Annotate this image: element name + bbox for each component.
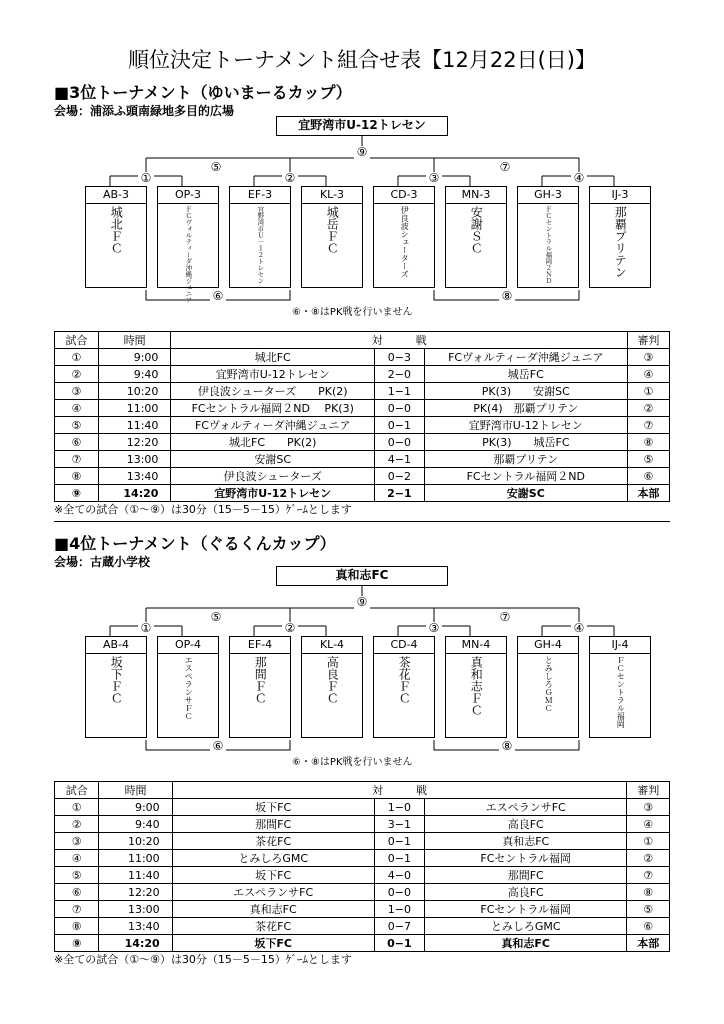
away-team: 那間FC bbox=[425, 867, 627, 884]
referee: ② bbox=[627, 850, 670, 867]
match-label-7: ⑦ bbox=[497, 611, 513, 624]
referee: ② bbox=[627, 400, 669, 417]
referee: ① bbox=[627, 833, 670, 850]
table-row bbox=[55, 833, 670, 850]
section-heading: ■3位トーナメント（ゆいまーるカップ） bbox=[54, 83, 352, 102]
section-heading: ■4位トーナメント（ぐるくんカップ） bbox=[54, 534, 336, 553]
match-label-1: ① bbox=[138, 172, 154, 185]
match-no: ⑦ bbox=[55, 901, 99, 918]
away-team: 宜野湾市U-12トレセン bbox=[424, 417, 627, 434]
schedule-table bbox=[54, 781, 670, 952]
match-time: 11:00 bbox=[99, 850, 172, 867]
match-time: 13:40 bbox=[99, 918, 172, 935]
referee: ⑥ bbox=[627, 918, 670, 935]
match-no: ② bbox=[55, 366, 99, 383]
team-code: IJ-3 bbox=[590, 187, 650, 204]
match-label-3: ③ bbox=[426, 622, 442, 635]
team-code: AB-3 bbox=[86, 187, 146, 204]
team-box bbox=[445, 186, 507, 288]
team-name: エスペランサＦＣ bbox=[184, 656, 194, 720]
table-row bbox=[55, 349, 670, 366]
team-code: MN-4 bbox=[446, 637, 506, 654]
score: 0−1 bbox=[374, 935, 424, 952]
match-label-6: ⑥ bbox=[210, 740, 226, 753]
match-label-8: ⑧ bbox=[499, 740, 515, 753]
match-time: 13:00 bbox=[99, 901, 172, 918]
team-name: 高良ＦＣ bbox=[325, 656, 340, 704]
score: 4−0 bbox=[374, 867, 424, 884]
match-time: 9:00 bbox=[98, 349, 170, 366]
referee: ① bbox=[627, 383, 669, 400]
score: 0−0 bbox=[374, 884, 424, 901]
team-name: とみしろＧＭＣ bbox=[544, 656, 554, 712]
referee: ⑦ bbox=[627, 417, 669, 434]
away-team: FCセントラル福岡 bbox=[425, 850, 627, 867]
home-team: とみしろGMC bbox=[172, 850, 374, 867]
away-team: FCヴォルティーダ沖縄ジュニア bbox=[424, 349, 627, 366]
home-team: 茶花FC bbox=[172, 833, 374, 850]
table-row bbox=[55, 816, 670, 833]
team-name: 那間ＦＣ bbox=[253, 656, 268, 704]
table-row bbox=[55, 799, 670, 816]
team-box bbox=[589, 636, 651, 738]
team-box bbox=[157, 636, 219, 738]
team-name: 坂下ＦＣ bbox=[109, 656, 124, 704]
referee: ⑧ bbox=[627, 884, 670, 901]
team-box bbox=[373, 636, 435, 738]
header-ref: 審判 bbox=[627, 782, 670, 799]
team-code: CD-4 bbox=[374, 637, 434, 654]
match-no: ⑤ bbox=[55, 867, 99, 884]
team-code: AB-4 bbox=[86, 637, 146, 654]
away-team: 安謝SC bbox=[424, 485, 627, 502]
referee: ④ bbox=[627, 366, 669, 383]
referee: ③ bbox=[627, 349, 669, 366]
table-row bbox=[55, 434, 670, 451]
match-time: 11:40 bbox=[98, 417, 170, 434]
table-row bbox=[55, 850, 670, 867]
match-label-4: ④ bbox=[571, 172, 587, 185]
away-team: PK(3) 安謝SC bbox=[424, 383, 627, 400]
match-no: ⑥ bbox=[55, 434, 99, 451]
referee: ⑦ bbox=[627, 867, 670, 884]
score: 1−0 bbox=[374, 901, 424, 918]
header-ref: 審判 bbox=[627, 332, 669, 349]
team-box bbox=[85, 186, 147, 288]
team-name: ＦＣヴォルティーダ沖縄ジュニア bbox=[184, 206, 193, 304]
home-team: 安謝SC bbox=[171, 451, 375, 468]
home-team: 城北FC bbox=[171, 349, 375, 366]
table-row bbox=[55, 468, 670, 485]
match-time: 13:00 bbox=[98, 451, 170, 468]
team-name: 城岳ＦＣ bbox=[325, 206, 340, 254]
home-team: 坂下FC bbox=[172, 935, 374, 952]
match-time: 14:20 bbox=[99, 935, 172, 952]
score: 2−1 bbox=[375, 485, 425, 502]
away-team: 真和志FC bbox=[425, 833, 627, 850]
match-no: ⑧ bbox=[55, 918, 99, 935]
team-name: 茶花ＦＣ bbox=[397, 656, 412, 704]
away-team: 城岳FC bbox=[424, 366, 627, 383]
table-header-row bbox=[55, 332, 670, 349]
home-team: エスペランサFC bbox=[172, 884, 374, 901]
match-time: 13:40 bbox=[98, 468, 170, 485]
match-no: ① bbox=[55, 799, 99, 816]
venue-label: 会場：浦添ふ頭南緑地多目的広場 bbox=[54, 104, 235, 118]
away-team: 那覇プリテン bbox=[424, 451, 627, 468]
table-row bbox=[55, 400, 670, 417]
score: 0−2 bbox=[375, 468, 425, 485]
referee: ⑤ bbox=[627, 451, 669, 468]
referee: ④ bbox=[627, 816, 670, 833]
team-box bbox=[589, 186, 651, 288]
team-code: GH-3 bbox=[518, 187, 578, 204]
match-no: ⑧ bbox=[55, 468, 99, 485]
team-name: 那覇プリテン bbox=[613, 206, 628, 278]
pk-note: ⑥・⑧はPK戦を行いません bbox=[292, 757, 413, 768]
table-row bbox=[55, 884, 670, 901]
team-name: ＦＣセントラル福岡 bbox=[616, 656, 626, 728]
home-team: 真和志FC bbox=[172, 901, 374, 918]
footnote: ※全ての試合（①～⑨）は30分（15－5－15）ｹﾞｰﾑとします bbox=[54, 953, 352, 966]
header-match: 対 戦 bbox=[172, 782, 627, 799]
referee: 本部 bbox=[627, 935, 670, 952]
table-row bbox=[55, 451, 670, 468]
match-label-4: ④ bbox=[571, 622, 587, 635]
score: 0−1 bbox=[374, 833, 424, 850]
table-row bbox=[55, 417, 670, 434]
header-time: 時間 bbox=[98, 332, 170, 349]
referee: 本部 bbox=[627, 485, 669, 502]
match-time: 9:00 bbox=[99, 799, 172, 816]
score: 0−0 bbox=[375, 434, 425, 451]
match-no: ⑨ bbox=[55, 485, 99, 502]
home-team: 宜野湾市U-12トレセン bbox=[171, 366, 375, 383]
champion-box: 宜野湾市U-12トレセン bbox=[276, 116, 448, 136]
match-no: ④ bbox=[55, 850, 99, 867]
home-team: 宜野湾市U-12トレセン bbox=[171, 485, 375, 502]
team-name: 真和志ＦＣ bbox=[469, 656, 484, 716]
away-team: FCセントラル福岡 bbox=[425, 901, 627, 918]
header-no: 試合 bbox=[55, 332, 99, 349]
score: 0−1 bbox=[375, 417, 425, 434]
table-row-final bbox=[55, 935, 670, 952]
schedule-table bbox=[54, 331, 670, 502]
team-name: 安謝ＳＣ bbox=[469, 206, 484, 254]
match-label-5: ⑤ bbox=[208, 161, 224, 174]
match-no: ⑥ bbox=[55, 884, 99, 901]
table-row bbox=[55, 901, 670, 918]
table-row-final bbox=[55, 485, 670, 502]
match-label-9: ⑨ bbox=[354, 596, 370, 609]
match-time: 10:20 bbox=[98, 383, 170, 400]
home-team: 坂下FC bbox=[172, 799, 374, 816]
match-label-3: ③ bbox=[426, 172, 442, 185]
team-box bbox=[373, 186, 435, 288]
team-code: MN-3 bbox=[446, 187, 506, 204]
footnote: ※全ての試合（①～⑨）は30分（15－5－15）ｹﾞｰﾑとします bbox=[54, 503, 352, 516]
match-no: ⑨ bbox=[55, 935, 99, 952]
match-time: 12:20 bbox=[98, 434, 170, 451]
pk-note: ⑥・⑧はPK戦を行いません bbox=[292, 307, 413, 318]
header-time: 時間 bbox=[99, 782, 172, 799]
team-code: GH-4 bbox=[518, 637, 578, 654]
match-no: ⑤ bbox=[55, 417, 99, 434]
score: 1−0 bbox=[374, 799, 424, 816]
away-team: 真和志FC bbox=[425, 935, 627, 952]
team-name: ＦＣセントラル福岡２ＮＤ bbox=[544, 206, 553, 284]
match-label-5: ⑤ bbox=[208, 611, 224, 624]
home-team: 茶花FC bbox=[172, 918, 374, 935]
match-label-9: ⑨ bbox=[354, 146, 370, 159]
away-team: PK(3) 城岳FC bbox=[424, 434, 627, 451]
match-label-8: ⑧ bbox=[499, 290, 515, 303]
team-box bbox=[229, 186, 291, 288]
score: 2−0 bbox=[375, 366, 425, 383]
score: 1−1 bbox=[375, 383, 425, 400]
referee: ③ bbox=[627, 799, 670, 816]
home-team: 伊良波シューターズ bbox=[171, 468, 375, 485]
match-no: ① bbox=[55, 349, 99, 366]
score: 4−1 bbox=[375, 451, 425, 468]
referee: ⑤ bbox=[627, 901, 670, 918]
match-no: ③ bbox=[55, 383, 99, 400]
team-code: EF-3 bbox=[230, 187, 290, 204]
match-time: 12:20 bbox=[99, 884, 172, 901]
home-team: 城北FC PK(2) bbox=[171, 434, 375, 451]
home-team: 那間FC bbox=[172, 816, 374, 833]
team-name: 城北ＦＣ bbox=[109, 206, 124, 254]
away-team: とみしろGMC bbox=[425, 918, 627, 935]
match-time: 10:20 bbox=[99, 833, 172, 850]
venue-label: 会場：古蔵小学校 bbox=[54, 555, 151, 569]
champion-box: 真和志FC bbox=[276, 566, 448, 586]
match-time: 14:20 bbox=[98, 485, 170, 502]
team-code: KL-4 bbox=[302, 637, 362, 654]
team-code: EF-4 bbox=[230, 637, 290, 654]
table-row bbox=[55, 366, 670, 383]
match-no: ③ bbox=[55, 833, 99, 850]
referee: ⑥ bbox=[627, 468, 669, 485]
match-label-7: ⑦ bbox=[497, 161, 513, 174]
away-team: エスペランサFC bbox=[425, 799, 627, 816]
score: 0−1 bbox=[374, 850, 424, 867]
away-team: 高良FC bbox=[425, 816, 627, 833]
match-time: 9:40 bbox=[98, 366, 170, 383]
team-box bbox=[517, 636, 579, 738]
score: 0−7 bbox=[374, 918, 424, 935]
header-match: 対 戦 bbox=[171, 332, 627, 349]
away-team: 高良FC bbox=[425, 884, 627, 901]
home-team: FCセントラル福岡２ND PK(3) bbox=[171, 400, 375, 417]
table-row bbox=[55, 918, 670, 935]
team-name: 伊良波シューターズ bbox=[400, 206, 410, 278]
away-team: FCセントラル福岡２ND bbox=[424, 468, 627, 485]
match-label-2: ② bbox=[282, 622, 298, 635]
match-time: 11:40 bbox=[99, 867, 172, 884]
team-box bbox=[229, 636, 291, 738]
score: 3−1 bbox=[374, 816, 424, 833]
away-team: PK(4) 那覇プリテン bbox=[424, 400, 627, 417]
team-code: CD-3 bbox=[374, 187, 434, 204]
match-no: ② bbox=[55, 816, 99, 833]
match-time: 9:40 bbox=[99, 816, 172, 833]
home-team: FCヴォルティーダ沖縄ジュニア bbox=[171, 417, 375, 434]
referee: ⑧ bbox=[627, 434, 669, 451]
team-code: KL-3 bbox=[302, 187, 362, 204]
document-title: 順位決定トーナメント組合せ表【12月22日(日)】 bbox=[128, 48, 596, 72]
match-time: 11:00 bbox=[98, 400, 170, 417]
team-box bbox=[301, 186, 363, 288]
team-box bbox=[157, 186, 219, 304]
team-code: IJ-4 bbox=[590, 637, 650, 654]
home-team: 伊良波シューターズ PK(2) bbox=[171, 383, 375, 400]
team-box bbox=[85, 636, 147, 738]
match-label-2: ② bbox=[282, 172, 298, 185]
team-box bbox=[517, 186, 579, 288]
table-row bbox=[55, 867, 670, 884]
table-row bbox=[55, 383, 670, 400]
home-team: 坂下FC bbox=[172, 867, 374, 884]
match-label-1: ① bbox=[138, 622, 154, 635]
match-no: ④ bbox=[55, 400, 99, 417]
team-name: 宜野湾市Ｕ－１２トレセン bbox=[256, 206, 265, 284]
team-code: OP-4 bbox=[158, 637, 218, 654]
team-code: OP-3 bbox=[158, 187, 218, 204]
team-box bbox=[445, 636, 507, 738]
match-label-6: ⑥ bbox=[210, 290, 226, 303]
table-header-row bbox=[55, 782, 670, 799]
score: 0−0 bbox=[375, 400, 425, 417]
header-no: 試合 bbox=[55, 782, 99, 799]
match-no: ⑦ bbox=[55, 451, 99, 468]
section-divider bbox=[54, 521, 670, 522]
score: 0−3 bbox=[375, 349, 425, 366]
team-box bbox=[301, 636, 363, 738]
